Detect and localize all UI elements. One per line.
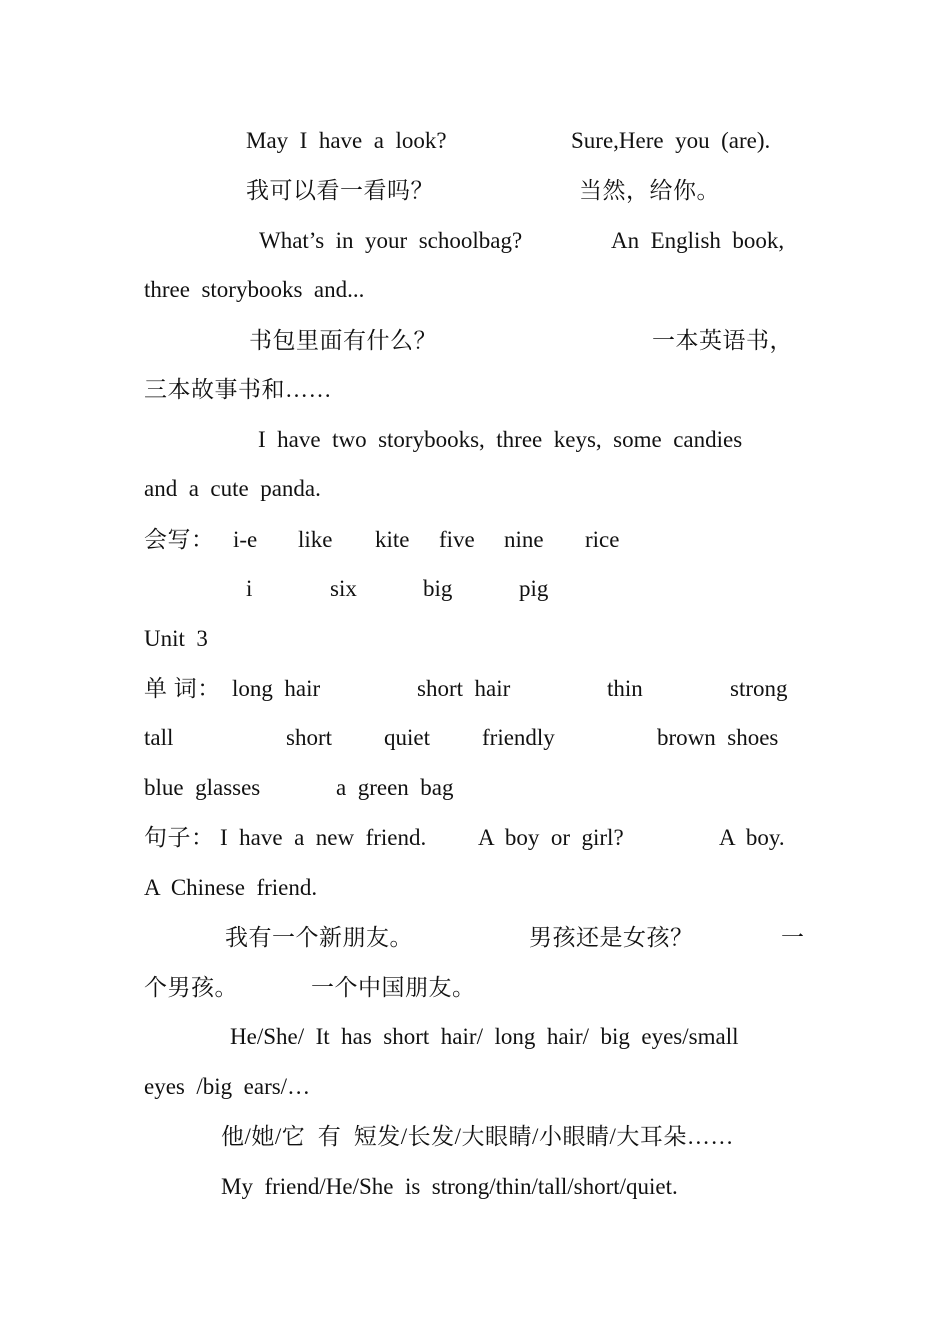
dialogue-answer-2-zh: 一本英语书， <box>652 328 793 353</box>
vocab-word: strong <box>730 676 788 701</box>
words-label: 单 词： <box>144 676 221 701</box>
vocab-word: thin <box>607 676 643 701</box>
vocab-word: friendly <box>482 725 555 750</box>
vocab-word: brown shoes <box>657 725 779 750</box>
vocab-word: quiet <box>384 725 430 750</box>
dialogue-question-2-zh: 书包里面有什么？ <box>249 328 437 353</box>
sentence-zh: 一个中国朋友。 <box>311 975 476 1000</box>
sentence: I have a new friend. <box>220 825 427 850</box>
sentence-zh: 我有一个新朋友。 <box>225 925 413 950</box>
writing-word: like <box>298 527 333 552</box>
writing-word: i <box>246 576 253 601</box>
writing-word: rice <box>585 527 620 552</box>
vocab-word: blue glasses <box>144 775 261 800</box>
vocab-word: long hair <box>232 676 321 701</box>
sentence: eyes /big ears/… <box>144 1074 311 1099</box>
dialogue-answer-2-cont: three storybooks and... <box>144 277 365 302</box>
sentence: He/She/ It has short hair/ long hair/ big eyes/small <box>230 1024 739 1049</box>
vocab-word: a green bag <box>336 775 454 800</box>
vocab-word: short hair <box>417 676 511 701</box>
dialogue-answer-1-zh: 当然，给你。 <box>579 178 720 203</box>
dialogue-statement-3: I have two storybooks, three keys, some candies <box>258 427 743 452</box>
unit-title: Unit 3 <box>144 626 208 651</box>
sentence-zh: 个男孩。 <box>144 975 238 1000</box>
sentence: My friend/He/She is strong/thin/tall/short/quiet. <box>221 1174 678 1199</box>
writing-word: big <box>423 576 453 601</box>
sentence-zh: 他/她/它 有 短发/长发/大眼睛/小眼睛/大耳朵…… <box>221 1124 734 1149</box>
sentence: A boy. <box>719 825 785 850</box>
writing-word: nine <box>504 527 544 552</box>
sentence: A Chinese friend. <box>144 875 318 900</box>
dialogue-answer-1: Sure,Here you (are). <box>571 128 771 153</box>
vocab-word: tall <box>144 725 174 750</box>
dialogue-statement-3-cont: and a cute panda. <box>144 476 321 501</box>
writing-word: kite <box>375 527 410 552</box>
writing-word: i-e <box>233 527 258 552</box>
sentence-zh: 一 <box>781 925 805 950</box>
dialogue-question-1: May I have a look? <box>246 128 447 153</box>
writing-word: six <box>330 576 357 601</box>
sentences-label: 句子： <box>144 825 215 850</box>
dialogue-question-1-zh: 我可以看一看吗？ <box>246 178 434 203</box>
dialogue-answer-2-zh-cont: 三本故事书和…… <box>144 377 332 402</box>
vocab-word: short <box>286 725 332 750</box>
dialogue-question-2: What’s in your schoolbag? <box>259 228 523 253</box>
sentence: A boy or girl? <box>478 825 624 850</box>
sentence-zh: 男孩还是女孩？ <box>529 925 694 950</box>
writing-label: 会写： <box>144 527 215 552</box>
dialogue-answer-2: An English book, <box>611 228 785 253</box>
writing-word: five <box>439 527 475 552</box>
writing-word: pig <box>519 576 549 601</box>
